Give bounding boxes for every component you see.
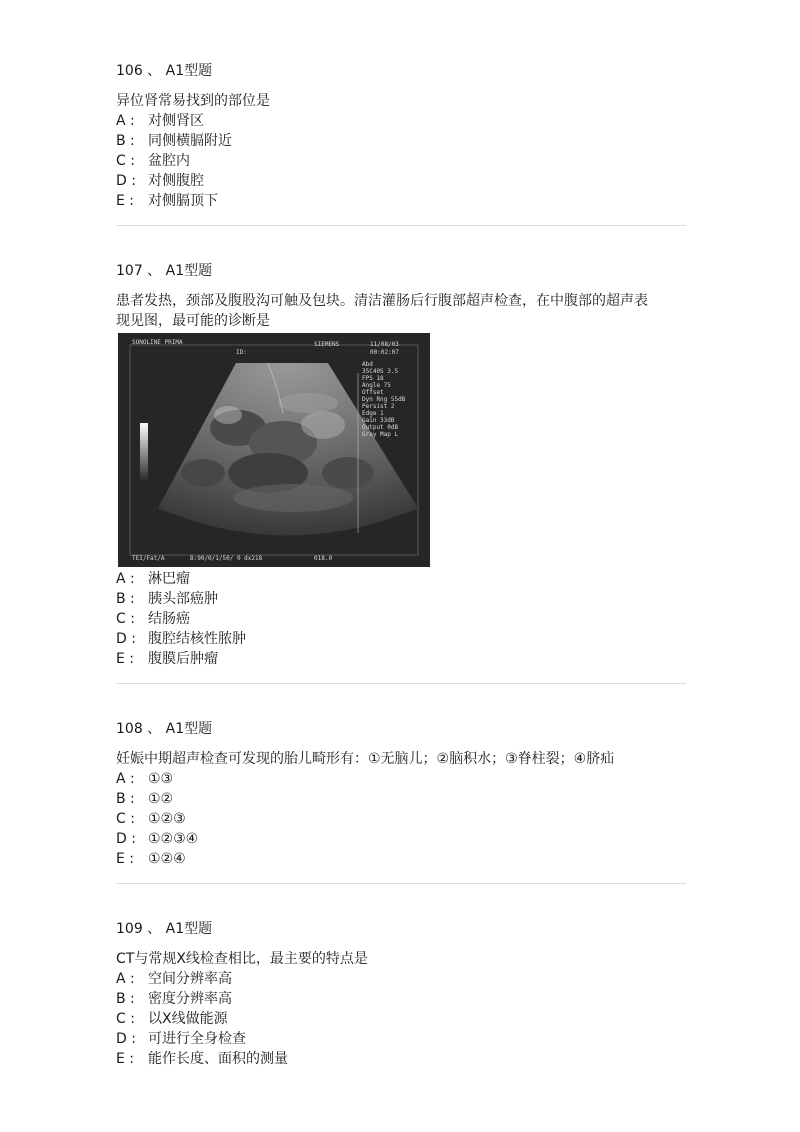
option-text: 腹腔结核性脓肿 [148, 631, 246, 647]
image-label-brand: SIEMENS [314, 341, 340, 348]
option-text: 能作长度、面积的测量 [148, 1051, 288, 1067]
option-a[interactable] [116, 569, 686, 589]
image-param-0: Abd [362, 361, 373, 368]
option-b[interactable] [116, 131, 686, 151]
question-header: 109 、 A1型题 [116, 921, 213, 937]
option-d[interactable] [116, 829, 686, 849]
ultrasound-image [118, 333, 430, 567]
image-param-7: Edge 1 [362, 410, 384, 417]
option-c[interactable] [116, 1009, 686, 1029]
divider [116, 883, 686, 884]
option-key: D : [116, 631, 136, 647]
image-label-id: ID: [236, 349, 247, 356]
image-param-8: Gain 33dB [362, 417, 395, 424]
option-b[interactable] [116, 989, 686, 1009]
image-label-top-left: SONOLINE PRIMA [132, 339, 183, 346]
image-param-1: 35C40S 3.5 [362, 368, 399, 375]
option-text: ①③ [148, 771, 174, 787]
option-key: B : [116, 991, 135, 1007]
option-key: A : [116, 113, 135, 129]
image-param-3: Angle 75 [362, 382, 391, 389]
image-param-2: FPS 18 [362, 375, 384, 382]
option-key: D : [116, 1031, 136, 1047]
option-c[interactable] [116, 809, 686, 829]
question-stem: 妊娠中期超声检查可发现的胎儿畸形有：①无脑儿；②脑积水；③脊柱裂；④脐疝 [116, 751, 615, 767]
question-108 [116, 719, 686, 869]
question-stem: 异位肾常易找到的部位是 [116, 93, 270, 109]
image-label-bottom-right: 018.0 [314, 555, 333, 562]
option-a[interactable] [116, 111, 686, 131]
option-key: C : [116, 811, 135, 827]
option-c[interactable] [116, 609, 686, 629]
question-header: 108 、 A1型题 [116, 721, 213, 737]
option-text: 密度分辨率高 [148, 991, 232, 1007]
option-d[interactable] [116, 1029, 686, 1049]
option-key: A : [116, 771, 135, 787]
option-text: 同侧横膈附近 [148, 133, 232, 149]
question-106 [116, 61, 686, 211]
option-key: D : [116, 831, 136, 847]
option-b[interactable] [116, 789, 686, 809]
option-e[interactable] [116, 849, 686, 869]
option-key: B : [116, 133, 135, 149]
option-e[interactable] [116, 191, 686, 211]
option-text: 淋巴瘤 [148, 571, 190, 587]
question-header: 107 、 A1型题 [116, 263, 213, 279]
option-key: B : [116, 791, 135, 807]
option-c[interactable] [116, 151, 686, 171]
image-label-bottom-left: TEI/Fat/A [132, 555, 165, 562]
option-d[interactable] [116, 171, 686, 191]
option-text: ①②③ [148, 811, 186, 827]
option-key: C : [116, 611, 135, 627]
option-e[interactable] [116, 649, 686, 669]
option-text: 对侧肾区 [148, 113, 204, 129]
image-param-4: Offset [362, 389, 384, 396]
option-a[interactable] [116, 769, 686, 789]
option-key: E : [116, 851, 135, 867]
image-param-9: Output 0dB [362, 424, 399, 431]
question-stem: CT与常规X线检查相比，最主要的特点是 [116, 951, 368, 967]
option-d[interactable] [116, 629, 686, 649]
option-text: 盆腔内 [148, 153, 190, 169]
option-text: 结肠癌 [148, 611, 190, 627]
option-key: A : [116, 571, 135, 587]
option-text: 以X线做能源 [148, 1011, 228, 1027]
question-stem-line-2: 现见图，最可能的诊断是 [116, 313, 270, 329]
image-param-6: Persist 2 [362, 403, 395, 410]
option-key: E : [116, 651, 135, 667]
question-107 [116, 261, 686, 669]
option-text: 可进行全身检查 [148, 1031, 246, 1047]
option-key: A : [116, 971, 135, 987]
option-key: B : [116, 591, 135, 607]
option-e[interactable] [116, 1049, 686, 1069]
image-label-date: 11/08/03 [370, 341, 399, 348]
divider [116, 683, 686, 684]
option-text: ①②④ [148, 851, 186, 867]
image-label-time: 00:02:07 [370, 349, 399, 356]
option-a[interactable] [116, 969, 686, 989]
divider [116, 225, 686, 226]
image-param-5: Dyn Rng 55dB [362, 396, 406, 403]
question-109 [116, 919, 686, 1069]
option-key: E : [116, 1051, 135, 1067]
image-param-10: Gray Map L [362, 431, 399, 438]
option-text: ①② [148, 791, 174, 807]
option-text: 胰头部癌肿 [148, 591, 218, 607]
option-key: D : [116, 173, 136, 189]
option-text: 空间分辨率高 [148, 971, 232, 987]
question-stem-line-1: 患者发热，颈部及腹股沟可触及包块。清洁灌肠后行腹部超声检查，在中腹部的超声表 [116, 293, 648, 309]
option-text: 对侧腹腔 [148, 173, 204, 189]
question-header: 106 、 A1型题 [116, 63, 213, 79]
option-key: C : [116, 153, 135, 169]
image-label-bottom-mid: B:90/0/1/50/ 0 dx218 [190, 555, 263, 562]
option-text: 对侧膈顶下 [148, 193, 218, 209]
option-text: ①②③④ [148, 831, 199, 847]
option-key: E : [116, 193, 135, 209]
option-text: 腹膜后肿瘤 [148, 651, 218, 667]
option-key: C : [116, 1011, 135, 1027]
option-b[interactable] [116, 589, 686, 609]
